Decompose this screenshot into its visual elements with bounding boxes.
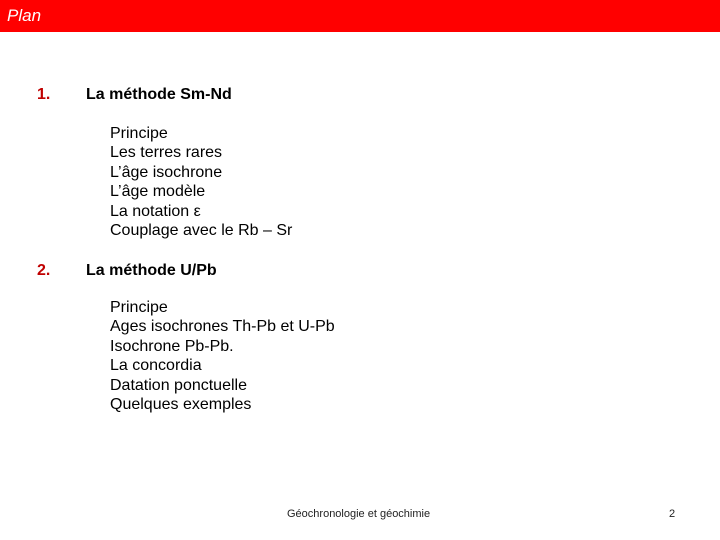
- page-number: 2: [669, 508, 676, 520]
- section-items-2: [110, 298, 335, 414]
- list-item: Isochrone Pb-Pb.: [110, 337, 234, 355]
- section-number-1: 1.: [37, 86, 51, 103]
- list-item: La concordia: [110, 357, 202, 375]
- footer-course: Géochronologie et géochimie: [287, 508, 431, 520]
- list-item: Les terres rares: [110, 144, 223, 162]
- title-bar: [0, 0, 720, 32]
- list-item: Principe: [110, 299, 168, 316]
- section-title-2: La méthode U/Pb: [86, 262, 217, 279]
- list-item: Quelques exemples: [110, 396, 252, 414]
- list-item: Principe: [110, 125, 168, 142]
- list-item: L’âge isochrone: [110, 163, 223, 181]
- section-title-1: La méthode Sm-Nd: [86, 86, 232, 103]
- slide-title: Plan: [7, 6, 42, 25]
- section-items-1: [110, 124, 292, 240]
- list-item: La notation ε: [110, 202, 201, 220]
- list-item: Datation ponctuelle: [110, 376, 247, 394]
- list-item: Couplage avec le Rb – Sr: [110, 222, 293, 240]
- list-item: L’âge modèle: [110, 183, 206, 201]
- list-item: Ages isochrones Th-Pb et U-Pb: [110, 318, 335, 336]
- section-number-2: 2.: [37, 262, 51, 279]
